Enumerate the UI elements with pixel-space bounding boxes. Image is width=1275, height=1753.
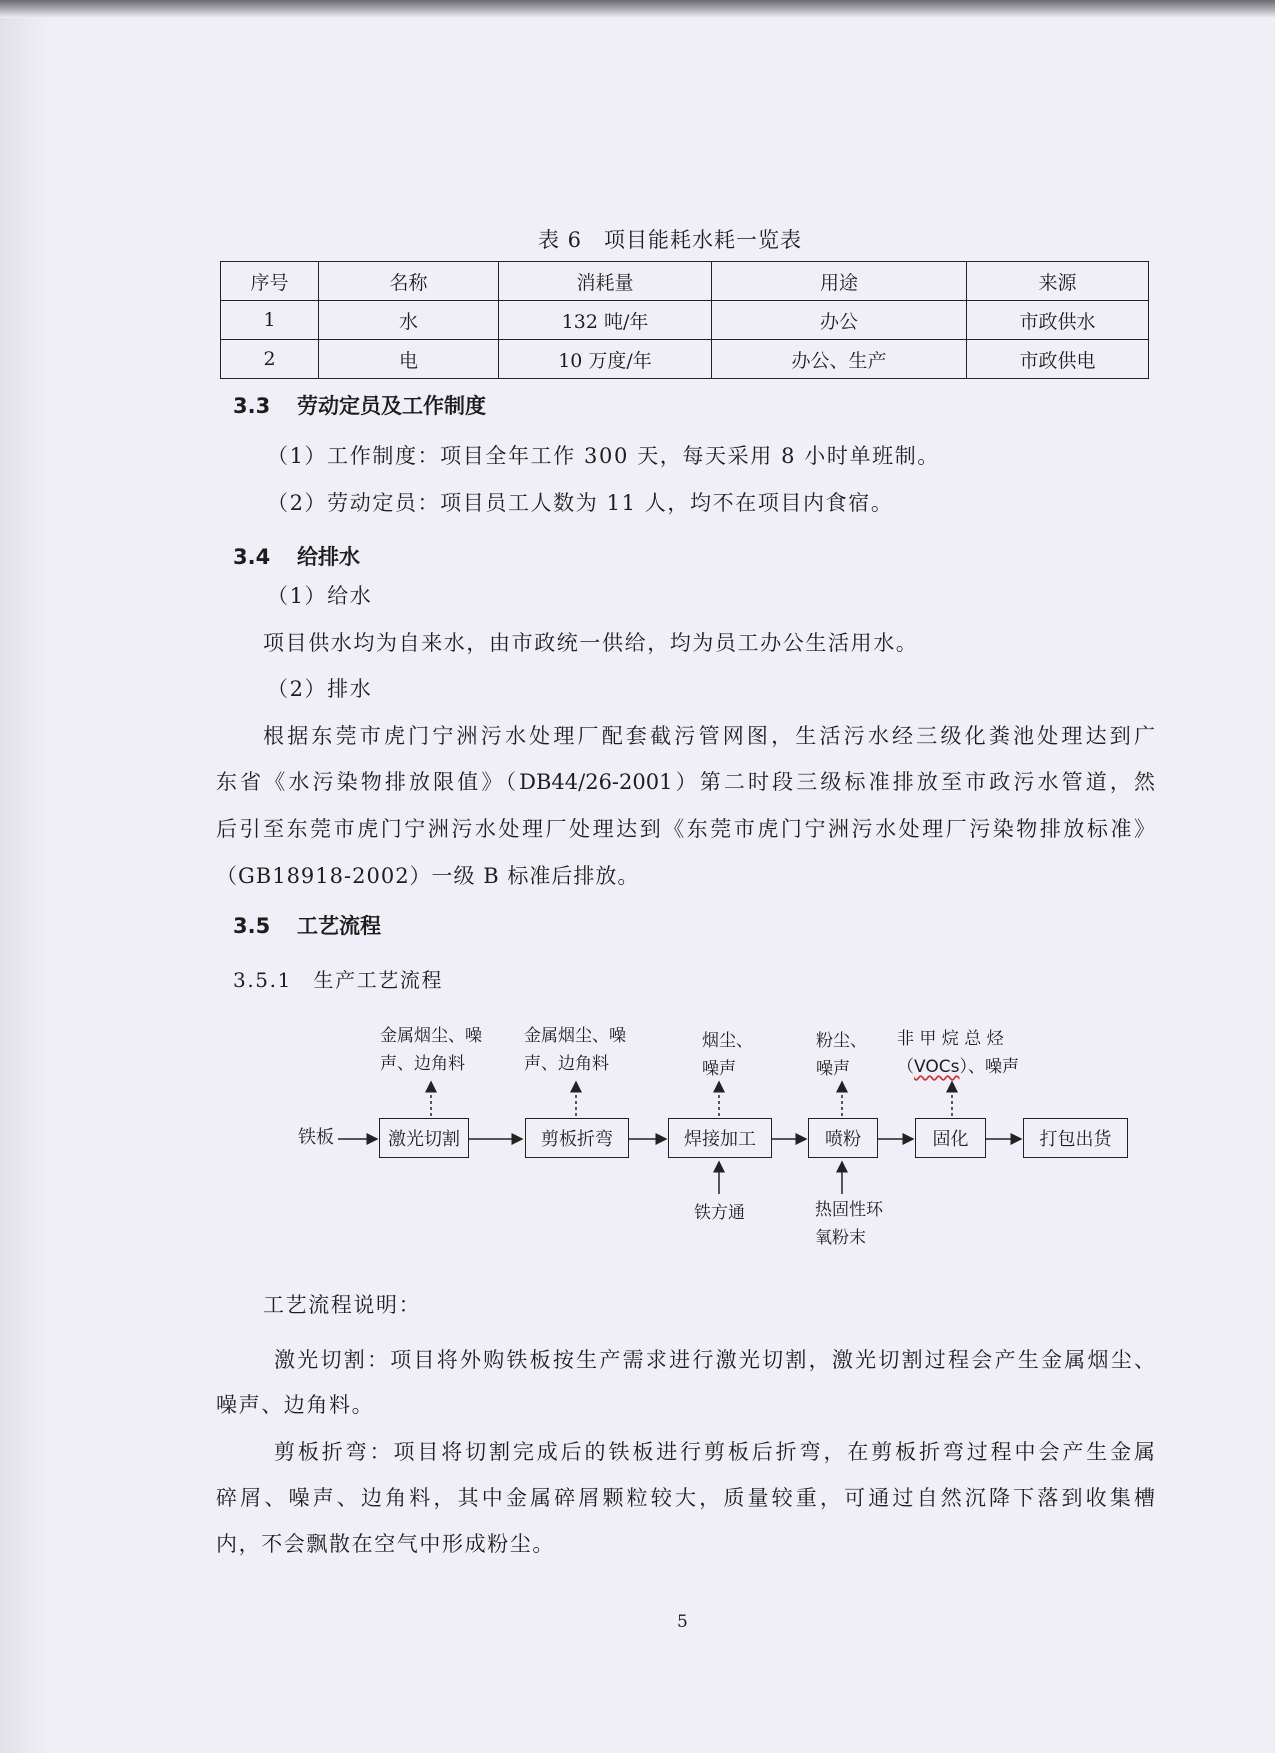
page-number: 5: [677, 1612, 688, 1632]
paragraph-line: 碎屑、噪声、边角料，其中金属碎屑颗粒较大，质量较重，可通过自然沉降下落到收集槽: [216, 1486, 1155, 1510]
flow-step-laser-cutting: 激光切割: [379, 1118, 469, 1158]
section-title: 工艺流程: [297, 914, 381, 938]
paragraph-line: （GB18918-2002）一级 B 标准后排放。: [216, 864, 640, 888]
flow-input-label: 铁板: [298, 1127, 334, 1148]
section-title: 劳动定员及工作制度: [297, 394, 486, 418]
flow-step-welding: 焊接加工: [668, 1118, 772, 1158]
flow-step-curing: 固化: [915, 1118, 986, 1158]
flow-step-packing: 打包出货: [1023, 1118, 1128, 1158]
table-cell: 水: [319, 301, 499, 340]
header-cell: 用途: [712, 262, 967, 301]
table-cell: 办公、生产: [712, 340, 967, 379]
header-cell: 名称: [319, 262, 499, 301]
paragraph-line: 东省《水污染物排放限值》（DB44/26-2001）第二时段三级标准排放至市政污水管道，然: [216, 770, 1155, 794]
paragraph-line: 内，不会飘散在空气中形成粉尘。: [216, 1532, 555, 1556]
paragraph-line: 噪声、边角料。: [216, 1393, 375, 1417]
paragraph-work-schedule: （1）工作制度：项目全年工作 300 天，每天采用 8 小时单班制。: [267, 444, 940, 468]
paragraph-line: 剪板折弯：项目将切割完成后的铁板进行剪板后折弯，在剪板折弯过程中会产生金属: [274, 1440, 1155, 1464]
table-cell: 市政供水: [967, 301, 1149, 340]
section-number: 3.5: [233, 914, 271, 938]
table-cell: 10 万度/年: [499, 340, 712, 379]
emission-label-powder: 粉尘、 噪声: [816, 1031, 867, 1079]
header-cell: 消耗量: [499, 262, 712, 301]
emission-label-curing: 非 甲 烷 总 烃 （VOCs）、噪声: [897, 1029, 1019, 1077]
table-caption: 表 6 项目能耗水耗一览表: [538, 228, 803, 252]
subheading-water-supply: （1）给水: [267, 584, 373, 608]
table-cell: 市政供电: [967, 340, 1149, 379]
emission-label-laser: 金属烟尘、噪 声、边角料: [380, 1026, 482, 1074]
input-label-powder: 热固性环 氧粉末: [815, 1200, 883, 1248]
paragraph-water-supply: 项目供水均为自来水，由市政统一供给，均为员工办公生活用水。: [263, 631, 919, 655]
explanation-heading: 工艺流程说明：: [263, 1293, 422, 1317]
emission-label-weld: 烟尘、 噪声: [702, 1031, 753, 1079]
emission-label-shear: 金属烟尘、噪 声、边角料: [524, 1026, 626, 1074]
table-cell: 132 吨/年: [499, 301, 712, 340]
flow-step-shear-bending: 剪板折弯: [525, 1118, 629, 1158]
header-cell: 序号: [221, 262, 319, 301]
vocs-term: VOCs: [914, 1057, 960, 1077]
input-label-welding: 铁方通: [694, 1203, 745, 1223]
subheading-production-flow: 3.5.1 生产工艺流程: [233, 968, 444, 992]
table-cell: 2: [221, 340, 319, 379]
section-title: 给排水: [297, 545, 360, 569]
paragraph-line: 激光切割：项目将外购铁板按生产需求进行激光切割，激光切割过程会产生金属烟尘、: [274, 1348, 1155, 1372]
flow-step-powder-spraying: 喷粉: [808, 1118, 878, 1158]
paragraph-line: 根据东莞市虎门宁洲污水处理厂配套截污管网图，生活污水经三级化粪池处理达到广: [263, 724, 1155, 748]
table-cell: 电: [319, 340, 499, 379]
section-number: 3.3: [233, 394, 271, 418]
paragraph-line: 后引至东莞市虎门宁洲污水处理厂处理达到《东莞市虎门宁洲污水处理厂污染物排放标准》: [216, 817, 1155, 841]
paragraph-staffing: （2）劳动定员：项目员工人数为 11 人，均不在项目内食宿。: [267, 491, 894, 515]
header-cell: 来源: [967, 262, 1149, 301]
subheading-drainage: （2）排水: [267, 677, 373, 701]
section-number: 3.4: [233, 545, 271, 569]
table-cell: 办公: [712, 301, 967, 340]
table-cell: 1: [221, 301, 319, 340]
